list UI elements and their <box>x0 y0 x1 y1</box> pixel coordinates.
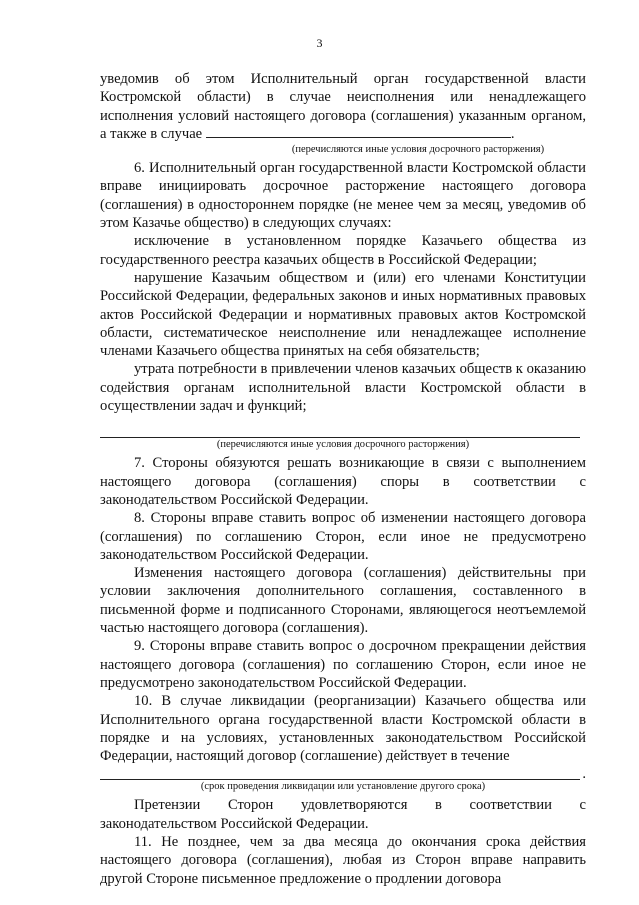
paragraph-text: уведомив об этом Исполнительный орган государственной власти Костромской области) в случае неисполнения или ненадлежащего исполнения условий настоящего договора (соглашения) указанным органом, а также в случае <box>100 71 586 142</box>
sentence-end: . <box>510 125 515 142</box>
paragraph-7: 7. Стороны обязуются решать возникающие в связи с выполнением настоящего договора (соглашения) споры в соответствии с законодательством Российской Федерации. <box>100 455 586 508</box>
paragraph-10-continued: Претензии Сторон удовлетворяются в соответствии с законодательством Российской Федерации. <box>100 797 586 832</box>
field-caption: (срок проведения ликвидации или установление другого срока) <box>200 781 486 793</box>
sentence-end: . <box>582 766 586 783</box>
paragraph-6-item-1: исключение в установленном порядке Казачьего общества из государственного реестра казачьих обществ в Российской Федерации; <box>100 233 586 268</box>
field-caption: (перечисляются иные условия досрочного расторжения) <box>291 144 545 156</box>
paragraph-6-item-2: нарушение Казачьим обществом и (или) его членами Конституции Российской Федерации, федеральных законов и иных нормативных правовых актов Российской Федерации и нормативных правовых актов Костромской области, систематическое неисполнение или ненадлежащее исполнение членами Казачьего общества принятых на себя обязательств; <box>100 269 586 360</box>
paragraph-10: 10. В случае ликвидации (реорганизации) Казачьего общества или Исполнительного органа государственной власти Костромской области в порядке и на условиях, установленных законодательством Российской Федерации, настоящий договор (соглашение) действует в течение <box>100 693 586 765</box>
blank-line <box>206 126 511 138</box>
document-body <box>100 70 586 888</box>
paragraph-6: 6. Исполнительный орган государственной власти Костромской области вправе инициировать досрочное расторжение настоящего договора (соглашения) в одностороннем порядке (не менее чем за месяц, уведомив об этом Казачье общество) в следующих случаях: <box>100 160 586 232</box>
page-number: 3 <box>316 36 323 50</box>
paragraph-8-continued: Изменения настоящего договора (соглашения) действительны при условии заключения дополнительного соглашения, составленного в письменной форме и подписанного Сторонами, являющегося неотъемлемой частью настоящего договора (соглашения). <box>100 565 586 637</box>
paragraph-continuation <box>100 70 586 143</box>
paragraph-6-item-3: утрата потребности в привлечении членов казачьих обществ к оказанию содействия органам исполнительной власти Костромской области в осуществлении задач и функций; <box>100 361 586 415</box>
blank-line <box>100 423 580 438</box>
blank-line <box>100 766 586 783</box>
paragraph-8: 8. Стороны вправе ставить вопрос об изменении настоящего договора (соглашения) по соглашению Сторон, если иное не предусмотрено законодательством Российской Федерации. <box>100 510 586 563</box>
paragraph-11: 11. Не позднее, чем за два месяца до окончания срока действия настоящего договора (соглашения), любая из Сторон вправе направить другой Стороне письменное предложение о продлении договора <box>100 833 586 887</box>
field-caption: (перечисляются иные условия досрочного расторжения) <box>216 439 470 451</box>
paragraph-9: 9. Стороны вправе ставить вопрос о досрочном прекращении действия настоящего договора (соглашения) по соглашению Сторон, если иное не предусмотрено законодательством Российской Федерации. <box>100 638 586 691</box>
